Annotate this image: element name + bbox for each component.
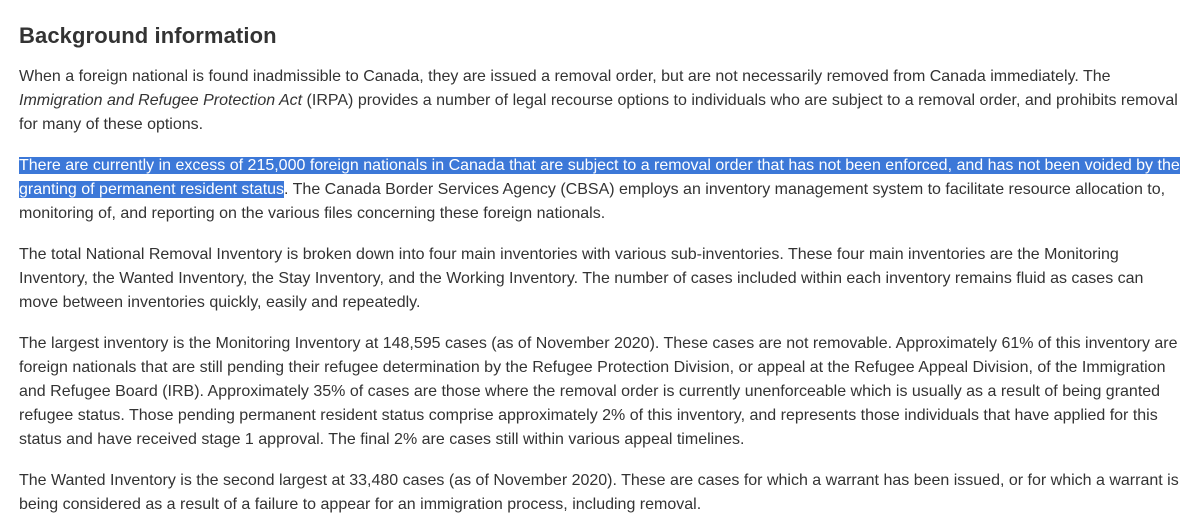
paragraph-intro-text-1: When a foreign national is found inadmissible to Canada, they are issued a removal order, but are not necessarily removed from Canada immediately. The [19,68,1111,85]
paragraph-inventory-count-rest: . The Canada Border Services Agency (CBSA) employs an inventory management system to facilitate resource allocation to, monitoring of, and reporting on the various files concerning these foreign nationals. [19,181,1166,222]
act-name: Immigration and Refugee Protection Act [19,92,303,109]
paragraph-monitoring-inventory: The largest inventory is the Monitoring Inventory at 148,595 cases (as of November 2020). These cases are not removable. Approximately 61% of this inventory are foreign nationals that are still pending their refugee determination by the Refugee Protection Division, or appeal at the Refugee Appeal Division, of the Immigration and Refugee Board (IRB). Approximately 35% of cases are those where the removal order is currently unenforceable which is usually as a result of being granted refugee status. Those pending permanent resident status comprise approximately 2% of this inventory, and represents those individuals that have applied for this status and have received stage 1 approval. The final 2% are cases still within various appeal timelines. [19,335,1178,448]
paragraph-intro [19,65,1184,137]
paragraph-intro-text-2: (IRPA) provides a number of legal recourse options to individuals who are subject to a removal order, and prohibits removal for many of these options. [19,92,1178,133]
section-heading: Background information [19,23,277,48]
paragraph-wanted-inventory: The Wanted Inventory is the second largest at 33,480 cases (as of November 2020). These are cases for which a warrant has been issued, or for which a warrant is being considered as a result of a failure to appear for an immigration process, including removal. [19,472,1179,513]
paragraph-national-removal-inventory: The total National Removal Inventory is broken down into four main inventories with various sub-inventories. These four main inventories are the Monitoring Inventory, the Wanted Inventory, the Stay Inventory, and the Working Inventory. The number of cases included within each inventory remains fluid as cases can move between inventories quickly, easily and repeatedly. [19,246,1144,311]
paragraph-inventory-count [19,154,1184,226]
selected-text-highlight[interactable]: There are currently in excess of 215,000 foreign nationals in Canada that are subject to a removal order that has not been enforced, and has not been voided by the granting of permanent resident status [19,157,1180,198]
